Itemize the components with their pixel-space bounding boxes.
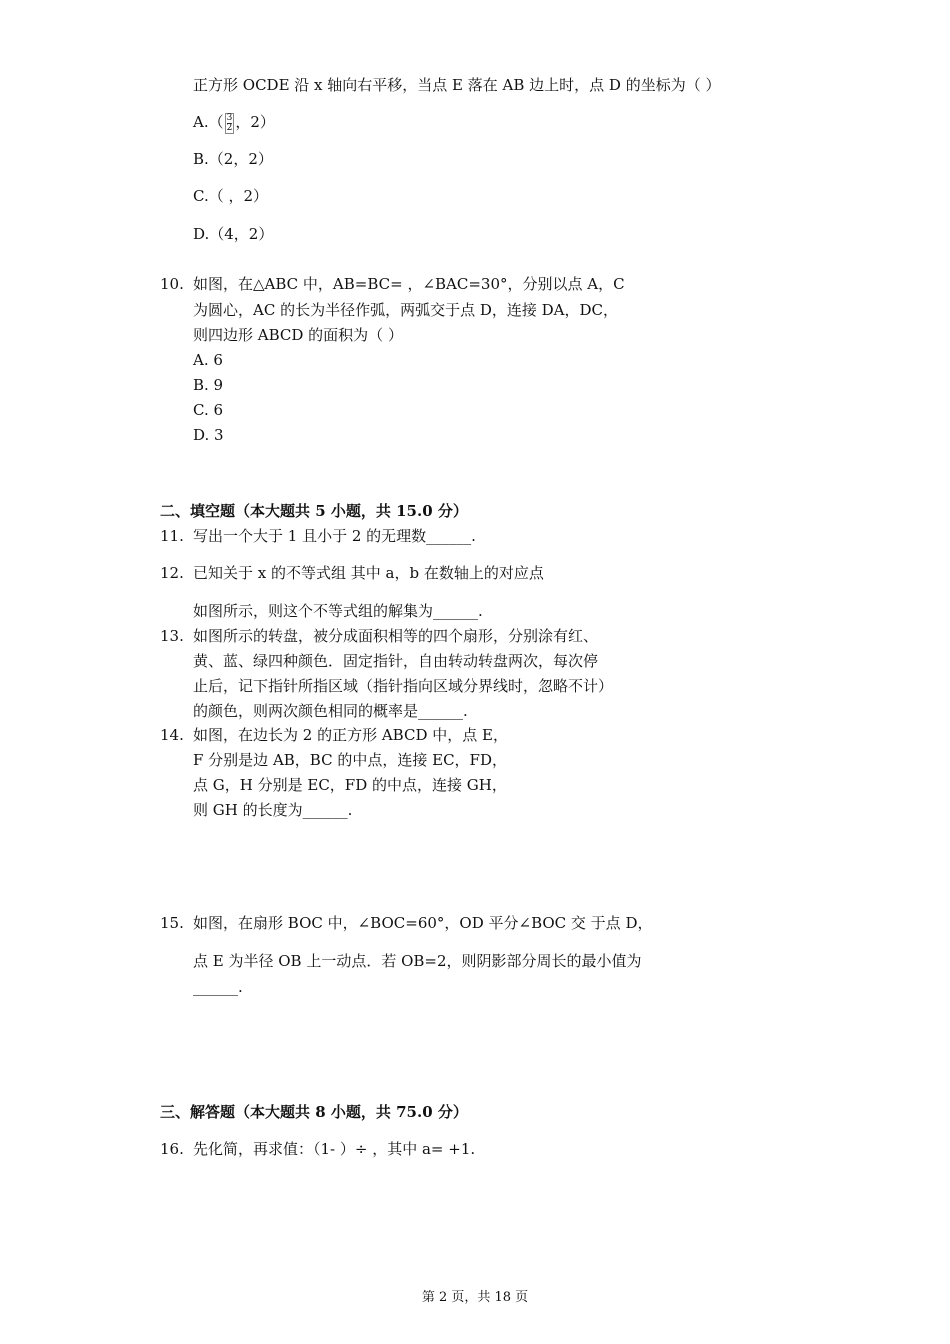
q9-option-d: D.（4，2） [193,225,274,243]
q13-line3: 止后，记下指针所指区域（指针指向区域分界线时，忽略不计） [193,677,614,695]
fraction-denominator: 2 [226,122,233,133]
q15-line3: ______. [193,978,243,996]
q14-line3: 点 G，H 分别是 EC，FD 的中点，连接 GH， [193,776,507,794]
q14-line1: 如图，在边长为 2 的正方形 ABCD 中，点 E， [193,726,508,744]
q15-line2: 点 E 为半径 OB 上一动点．若 OB=2，则阴影部分周长的最小值为 [193,952,642,970]
q10-line3: 则四边形 ABCD 的面积为（ ） [193,326,403,344]
q9-option-c: C.（ ，2） [193,187,269,205]
q14-number: 14. [160,726,184,744]
q10-line1: 如图，在△ABC 中，AB=BC= ，∠BAC=30°，分别以点 A，C [193,275,625,293]
q10-option-d: D. 3 [193,426,224,444]
q9-stem: 正方形 OCDE 沿 x 轴向右平移，当点 E 落在 AB 边上时，点 D 的坐标为（ ） [193,76,721,94]
q13-line4: 的颜色，则两次颜色相同的概率是______. [193,702,468,720]
q9-option-a-fraction [225,113,235,134]
q12-line2: 如图所示，则这个不等式组的解集为______. [193,602,483,620]
q15-line1: 如图，在扇形 BOC 中，∠BOC=60°，OD 平分∠BOC 交 于点 D， [193,914,653,932]
page-footer: 第 2 页，共 18 页 [421,1290,529,1305]
q13-number: 13. [160,627,184,645]
q10-line2: 为圆心，AC 的长为半径作弧，两弧交于点 D，连接 DA，DC， [193,301,619,319]
fraction-numerator: 3 [226,112,233,123]
q14-line2: F 分别是边 AB，BC 的中点，连接 EC，FD， [193,751,507,769]
q13-line1: 如图所示的转盘，被分成面积相等的四个扇形，分别涂有红、 [193,627,599,645]
q12-number: 12. [160,564,184,582]
q10-number: 10. [160,275,184,293]
q10-option-b: B. 9 [193,376,224,394]
q9-option-a-suffix: ，2） [235,113,275,131]
q14-line4: 则 GH 的长度为______. [193,801,353,819]
q13-line2: 黄、蓝、绿四种颜色．固定指针，自由转动转盘两次，每次停 [193,652,599,670]
section-fill-in-header: 二、填空题（本大题共 5 小题，共 15.0 分） [160,502,468,520]
q11-text: 写出一个大于 1 且小于 2 的无理数______. [193,527,476,545]
q16-text: 先化简，再求值：（1- ）÷ ，其中 a= +1. [193,1140,476,1158]
q9-option-a [193,112,275,134]
q16-number: 16. [160,1140,184,1158]
q10-option-c: C. 6 [193,401,224,419]
q9-option-a-prefix: A.（ [193,113,224,131]
q12-line1: 已知关于 x 的不等式组 其中 a，b 在数轴上的对应点 [193,564,544,582]
q10-option-a: A. 6 [193,351,223,369]
q11-number: 11. [160,527,184,545]
q9-option-b: B.（2，2） [193,150,273,168]
section-answer-header: 三、解答题（本大题共 8 小题，共 75.0 分） [160,1103,468,1121]
q15-number: 15. [160,914,184,932]
